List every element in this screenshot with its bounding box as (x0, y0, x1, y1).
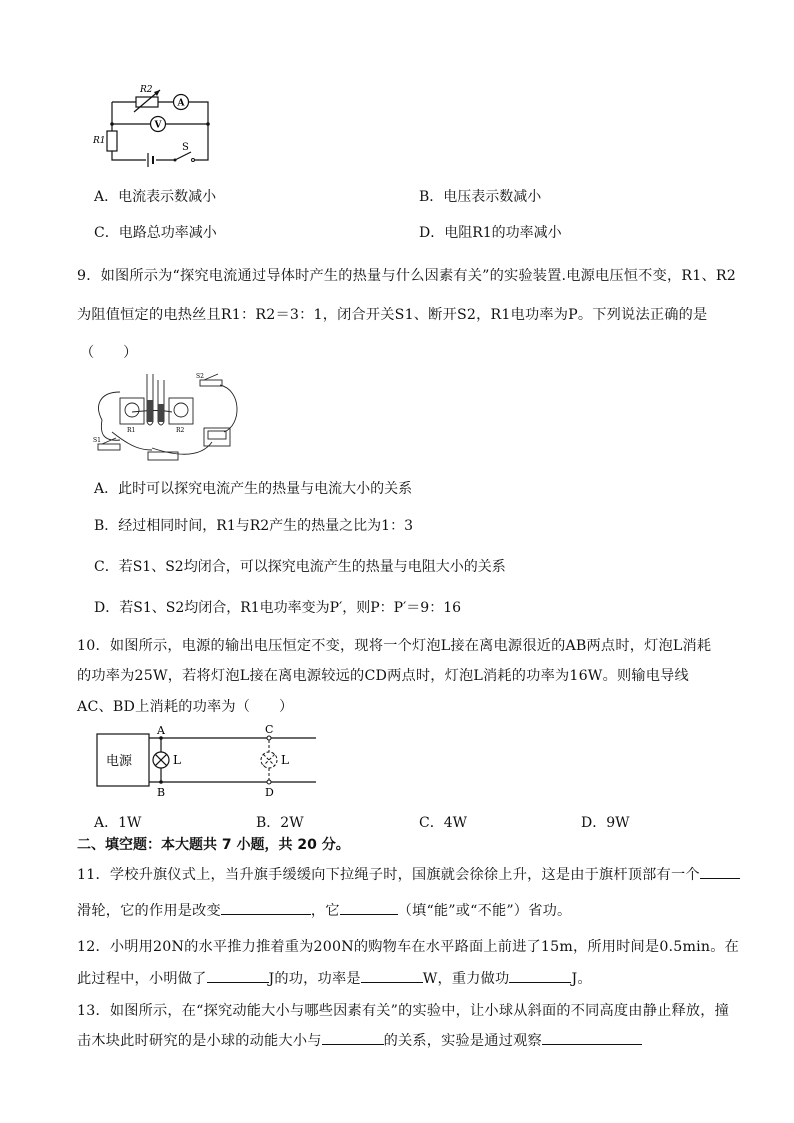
q11-blank-1[interactable] (700, 866, 740, 879)
q9-apparatus-diagram (92, 370, 252, 468)
section-2-title: 二、填空题：本大题共 7 小题，共 20 分。 (77, 837, 350, 853)
power-source-label: 电源 (106, 754, 133, 769)
q8-option-b[interactable]: B．电压表示数减小 (419, 189, 542, 205)
q11-text-3: ，它 (310, 903, 340, 919)
q12-stem-line-2 (77, 968, 592, 988)
q10-option-a[interactable]: A．1W (94, 815, 142, 831)
q13-text-1: 击木块此时研究的是小球的动能大小与 (77, 1033, 322, 1049)
q10-stem-line-1: 10．如图所示，电源的输出电压恒定不变，现将一个灯泡L接在离电源很近的AB两点时，灯泡L消耗 (77, 638, 712, 654)
q10-option-b[interactable]: B．2W (256, 815, 304, 831)
q12-blank-3[interactable] (509, 970, 571, 983)
q12-blank-1[interactable] (207, 970, 269, 983)
q9-option-c[interactable]: C．若S1、S2均闭合，可以探究电流产生的热量与电阻大小的关系 (94, 559, 506, 575)
point-c-label: C (265, 723, 274, 736)
q11-stem-line-2 (77, 900, 571, 920)
point-a-label: A (157, 724, 165, 737)
q11-text-1: 11．学校升旗仪式上，当升旗手缓缓向下拉绳子时，国旗就会徐徐上升，这是由于旗杆顶部有一个 (77, 867, 700, 883)
q8-option-d[interactable]: D．电阻R1的功率减小 (419, 225, 562, 241)
q12-text-2: J的功，功率是 (268, 971, 361, 987)
q12-blank-2[interactable] (361, 970, 423, 983)
q8-circuit-diagram (90, 80, 220, 170)
q13-text-2: 的关系，实验是通过观察 (383, 1033, 542, 1049)
voltmeter-label: V (154, 120, 162, 131)
q13-stem-line-2 (77, 1030, 642, 1050)
r2-label: R2 (140, 85, 153, 95)
q11-text-4: （填“能”或“不能”）省功。 (397, 903, 572, 919)
ammeter-label: A (177, 98, 185, 109)
point-d-label: D (265, 786, 274, 799)
q11-blank-2[interactable] (221, 902, 311, 915)
q9-r1-label: R1 (127, 427, 136, 434)
r1-resistor (107, 131, 117, 151)
q9-option-a[interactable]: A．此时可以探究电流产生的热量与电流大小的关系 (94, 481, 413, 497)
q10-option-d[interactable]: D．9W (581, 815, 630, 831)
q10-circuit-diagram (94, 722, 320, 806)
q9-stem-line-2: 为阻值恒定的电热丝且R1：R2＝3：1，闭合开关S1、断开S2，R1电功率为P。下列说法正确的是 (77, 307, 708, 323)
q11-text-2: 滑轮，它的作用是改变 (77, 903, 221, 919)
q11-stem-line-1 (77, 864, 740, 884)
r2-rheostat (136, 97, 158, 107)
q8-option-a[interactable]: A．电流表示数减小 (94, 189, 217, 205)
q9-option-b[interactable]: B．经过相同时间，R1与R2产生的热量之比为1：3 (94, 518, 413, 534)
q10-option-c[interactable]: C．4W (419, 815, 468, 831)
lamp-cd-label: L (281, 753, 289, 767)
lamp-ab-label: L (173, 753, 181, 767)
q9-stem-line-1: 9．如图所示为“探究电流通过导体时产生的热量与什么因素有关”的实验装置.电源电压恒不变，R1、R2 (77, 268, 736, 284)
q9-r2-label: R2 (176, 427, 185, 434)
switch-label: S (182, 142, 189, 153)
q13-blank-2[interactable] (542, 1032, 642, 1045)
q13-blank-1[interactable] (322, 1032, 384, 1045)
q8-option-c[interactable]: C．电路总功率减小 (94, 225, 217, 241)
r1-label: R1 (93, 136, 106, 146)
q12-text-1: 此过程中，小明做了 (77, 971, 207, 987)
q12-stem-line-1: 12．小明用20N的水平推力推着重为200N的购物车在水平路面上前进了15m，所用时间是0.5min。在 (77, 939, 739, 955)
q9-s2-label: S2 (196, 373, 204, 380)
q13-stem-line-1: 13．如图所示，在“探究动能大小与哪些因素有关”的实验中，让小球从斜面的不同高度由静止释放，撞 (77, 1003, 730, 1019)
q9-option-d[interactable]: D．若S1、S2均闭合，R1电功率变为P′，则P：P′＝9：16 (94, 600, 462, 616)
q10-stem-line-3: AC、BD上消耗的功率为（ ） (77, 699, 294, 715)
q12-text-4: J。 (571, 971, 592, 987)
q9-s1-label: S1 (93, 437, 101, 444)
q10-stem-line-2: 的功率为25W，若将灯泡L接在离电源较远的CD两点时，灯泡L消耗的功率为16W。则输电导线 (77, 668, 689, 684)
point-b-label: B (157, 786, 166, 799)
q9-answer-bracket: （ ） (80, 345, 138, 361)
q12-text-3: W，重力做功 (422, 971, 510, 987)
q11-blank-3[interactable] (340, 902, 398, 915)
